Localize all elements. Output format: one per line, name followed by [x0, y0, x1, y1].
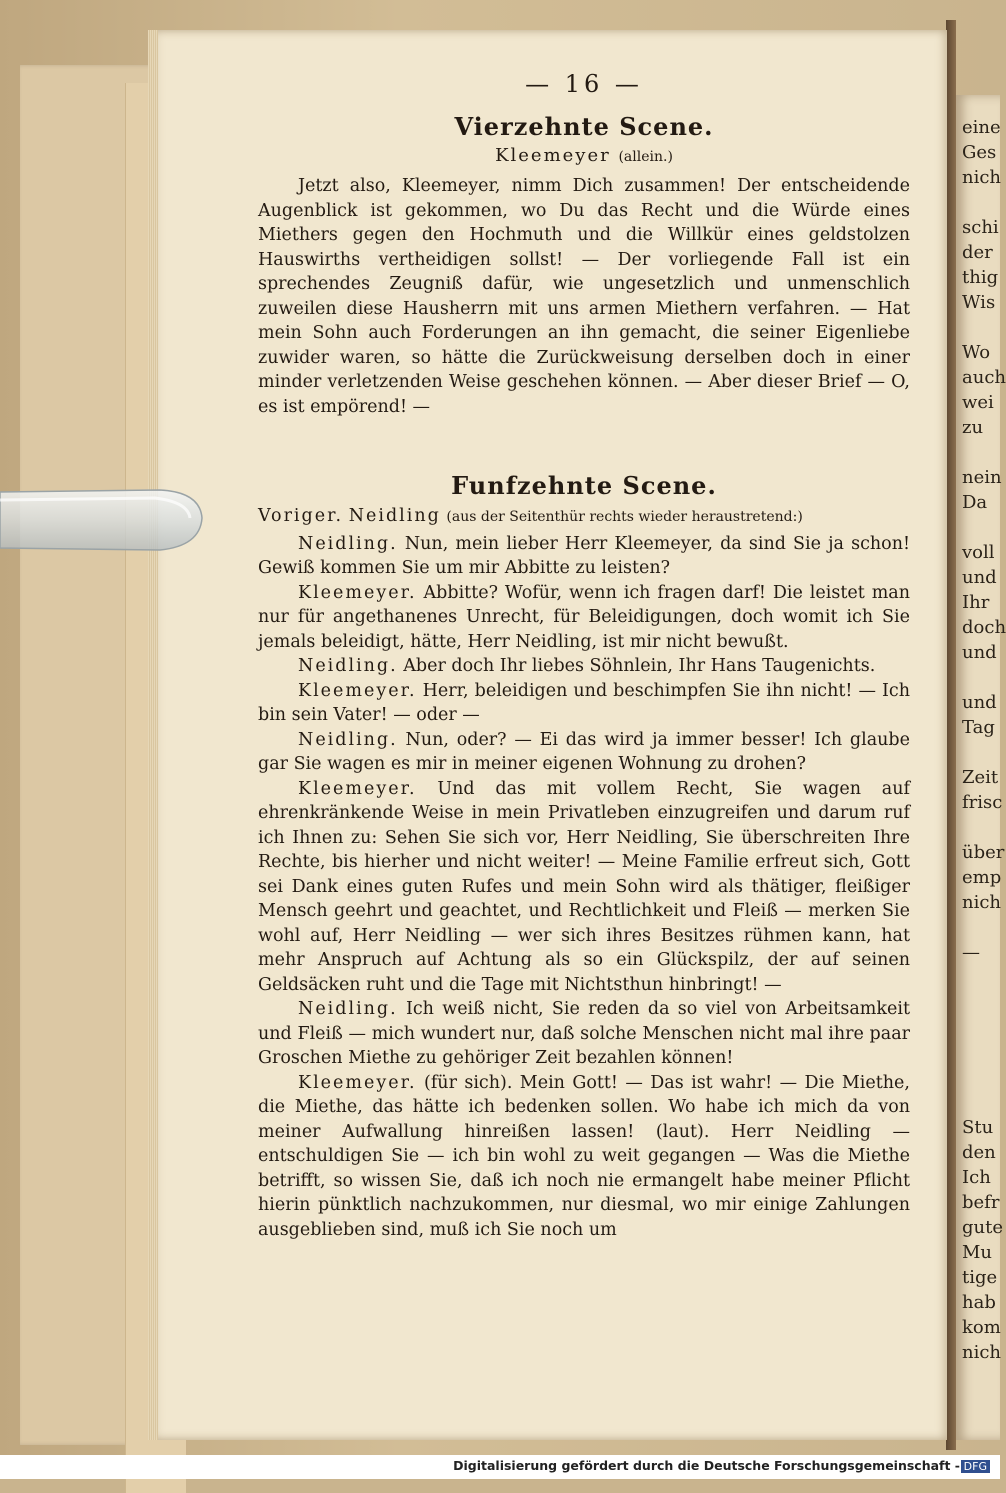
line-text: Nun, oder? — Ei das wird ja immer besser! Ich glaube gar Sie wagen es mir in meiner eigenen Wohnung zu drohen?	[258, 729, 910, 774]
dialogue-line	[258, 777, 910, 998]
speaker-name: Neidling.	[298, 729, 398, 750]
plastic-page-clip	[0, 470, 205, 570]
stage-direction: (aus der Seitenthür rechts wieder heraustretend:)	[446, 509, 803, 525]
line-text: Aber doch Ihr liebes Söhnlein, Ihr Hans Taugenichts.	[403, 656, 876, 676]
line-text: Abbitte? Wofür, wenn ich fragen darf! Die leistet man nur für angethanenes Unrecht, für Beleidigungen, doch womit ich Sie jemals beleidigt, hätte, Herr Neidling, ist mir nicht bewußt.	[258, 582, 910, 652]
line-text: Nun, mein lieber Herr Kleemeyer, da sind Sie ja schon! Gewiß kommen Sie um mir Abbitte zu leisten?	[258, 533, 910, 578]
page-text	[258, 70, 910, 1242]
cast-role: Neidling	[348, 506, 441, 526]
scene-title-15: Funfzehnte Scene.	[451, 471, 717, 500]
cast-role: Kleemeyer	[495, 145, 611, 166]
stage-direction: (allein.)	[618, 149, 673, 165]
dialogue-line	[258, 532, 910, 581]
dialogue-line	[258, 654, 910, 679]
speaker-name: Neidling.	[298, 999, 398, 1019]
stage-direction: (für sich).	[424, 1072, 513, 1093]
digitization-credit	[453, 1458, 960, 1473]
scene-gap	[258, 419, 910, 471]
adjacent-page-text: eine Ges nich schi der thig Wis Wo auch wei zu nein Da voll und Ihr doch und und Tag Zeit frisc über emp nich — Stu den Ich befr gute Mu tige hab kom nich	[962, 117, 1006, 1363]
dfg-logo: DFG	[961, 1460, 990, 1473]
dialogue-line	[258, 728, 910, 777]
dialogue-line	[258, 1071, 910, 1243]
scene-cast-15	[258, 504, 910, 530]
line-text: Ich weiß nicht, Sie reden da so viel von Arbeitsamkeit und Fleiß — mich wundert nur, daß solche Menschen nicht mal ihre paar Groschen Miethe zu gehöriger Zeit bezahlen können!	[258, 999, 910, 1068]
cast-previous: Voriger.	[258, 506, 344, 526]
speaker-name: Kleemeyer.	[298, 778, 417, 799]
dialogue-line	[258, 997, 910, 1071]
scene-title-14: Vierzehnte Scene.	[454, 112, 714, 141]
page-number: — 16 —	[525, 70, 643, 98]
speaker-name: Neidling.	[298, 656, 398, 676]
line-text: Und das mit vollem Recht, Sie wagen auf ehrenkränkende Weise in mein Privatleben einzugreifen und darum ruf ich Ihnen zu: Sehen Sie sich vor, Herr Neidling, Sie überschreiten Ihre Rechte, bis hierher und nicht weiter! — Meine Familie erfreut sich, Gott sei Dank eines guten Rufes und mein Sohn wird als thätiger, fleißiger Mensch geehrt und geachtet, und Rechtlichkeit und Fleiß — merken Sie wohl auf, Herr Neidling — wer sich ihres Besitzes rühmen kann, hat mehr Anspruch auf Achtung als so ein Glückspilz, der auf seinen Geldsäcken ruht und die Tage mit Nichtsthun hinbringt! —	[258, 778, 910, 995]
book-gutter	[946, 20, 956, 1450]
speaker-name: Kleemeyer.	[298, 1072, 417, 1093]
scene-cast-14	[258, 145, 910, 166]
line-text: Herr, beleidigen und beschimpfen Sie ihn nicht! — Ich bin sein Vater! — oder —	[258, 680, 910, 725]
monologue-paragraph: Jetzt also, Kleemeyer, nimm Dich zusammen! Der entscheidende Augenblick ist gekommen, wo Du das Recht und die Würde eines Miethers gegen den Hochmuth und die Willkür eines geldstolzen Hauswirths vertheidigen sollst! — Der vorliegende Fall ist ein sprechendes Zeugniß dafür, wie ungesetzlich und unmenschlich zuweilen diese Hausherrn mit uns armen Miethern verfahren. — Hat mein Sohn auch Forderungen an ihn gemacht, die seiner Eigenliebe zuwider waren, so hätte die Zurückweisung derselben doch in einer minder verletzenden Weise geschehen können. — Aber dieser Brief — O, es ist empörend! —	[258, 176, 910, 417]
dialogue	[258, 532, 910, 1243]
dialogue-line	[258, 581, 910, 655]
speaker-name: Neidling.	[298, 533, 398, 554]
speaker-name: Kleemeyer.	[298, 680, 417, 701]
dialogue-line	[258, 679, 910, 728]
line-text: Mein Gott! — Das ist wahr! — Die Miethe, die Miethe, das hätte ich bedenken sollen. Wo habe ich mich da von meiner Aufwallung hinreißen lassen! (laut). Herr Neidling — entschuldigen Sie — ich bin wohl zu weit gegangen — Was die Miethe betrifft, so wissen Sie, daß ich noch nie ermangelt habe meiner Pflicht hierin pünktlich nachzukommen, nur diesmal, wo mir einige Zahlungen ausgeblieben sind, muß ich Sie noch um	[258, 1072, 910, 1240]
page-edge	[148, 30, 158, 1440]
speaker-name: Kleemeyer.	[298, 582, 417, 603]
credit-text: Digitalisierung gefördert durch die Deutsche Forschungsgemeinschaft -	[453, 1458, 960, 1473]
